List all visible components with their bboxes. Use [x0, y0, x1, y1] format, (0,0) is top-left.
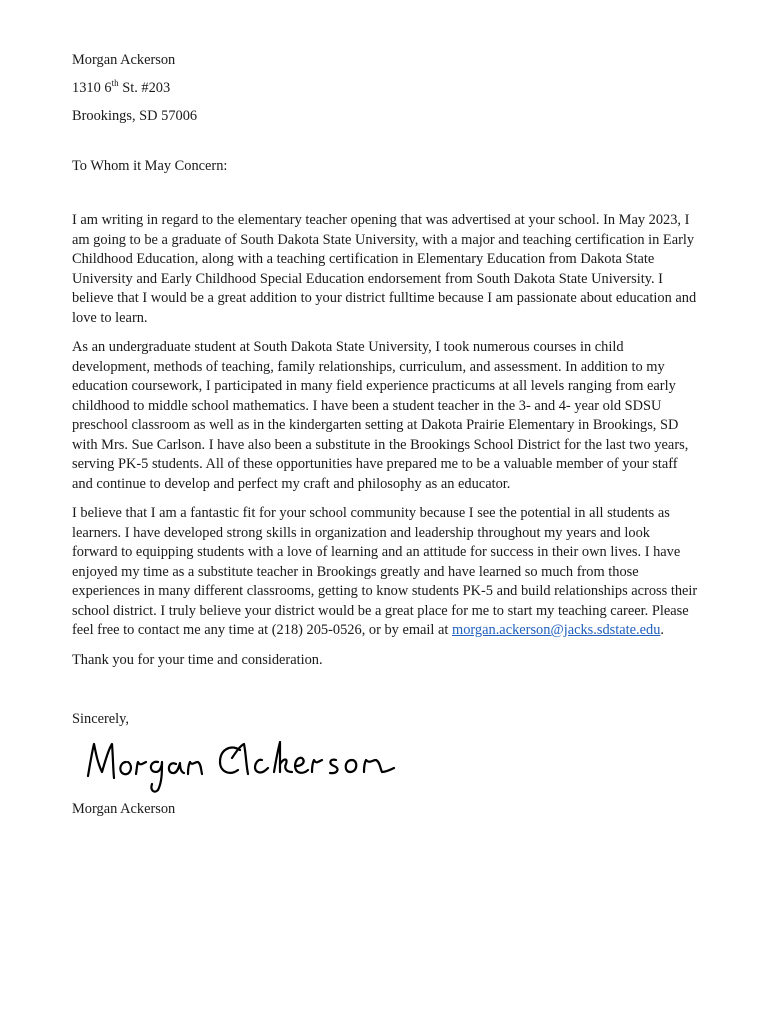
- sender-address-block: [72, 46, 698, 130]
- sender-street: [72, 74, 698, 102]
- handwritten-signature: [80, 736, 420, 798]
- paragraph-fit-end: .: [660, 622, 665, 638]
- paragraph-fit-text: I believe that I am a fantastic fit for your school community because I see the potential in all students as learners. I have developed strong skills in organization and leadership throughout my years and look forward to equipping students with a love of learning and an attitude for success in their own lives. I have enjoyed my time as a substitute teacher in Brookings greatly and have learned so much from those experiences in many different classrooms, getting to know students PK-5 and build relationships across their school district. I truly believe your district would be a great place for me to start my teaching career. Please feel free to contact me any time at (218) 205-0526, or by email at: [72, 505, 698, 638]
- paragraph-fit: [72, 504, 698, 641]
- closing: Sincerely,: [72, 711, 130, 727]
- greeting: To Whom it May Concern:: [72, 158, 228, 174]
- typed-name: Morgan Ackerson: [72, 800, 176, 817]
- paragraph-intro: I am writing in regard to the elementary teacher opening that was advertised at your school. In May 2023, I am going to be a graduate of South Dakota State University, with a major and teaching certification in Early Childhood Education, along with a teaching certification in Elementary Education from Dakota State University and Early Childhood Special Education endorsement from South Dakota State University. I believe that I would be a great addition to your district fulltime because I am passionate about education and love to learn.: [72, 212, 697, 326]
- email-link[interactable]: morgan.ackerson@jacks.sdstate.edu: [452, 622, 661, 638]
- sender-city: Brookings, SD 57006: [72, 108, 198, 124]
- street-suffix: St. #203: [118, 80, 171, 96]
- street-ordinal-suffix: th: [111, 78, 119, 89]
- street-prefix: 1310 6: [72, 80, 112, 96]
- sender-name: Morgan Ackerson: [72, 52, 176, 68]
- paragraph-thanks: Thank you for your time and consideration.: [72, 651, 323, 668]
- paragraph-experience: As an undergraduate student at South Dakota State University, I took numerous courses in child development, methods of teaching, family relationships, curriculum, and assessment. In addition to my education coursework, I participated in many field experience practicums at all levels ranging from early childhood to middle school mathematics. I have been a student teacher in the 3- and 4- year old SDSU preschool classroom as well as in the kindergarten setting at Dakota Prairie Elementary in Brookings, SD with Mrs. Sue Carlson. I have also been a substitute in the Brookings School District for the last two years, serving PK-5 students. All of these opportunities have prepared me to be a valuable member of your staff and continue to develop and perfect my craft and philosophy as an educator.: [72, 339, 689, 492]
- letter-page: [72, 46, 698, 819]
